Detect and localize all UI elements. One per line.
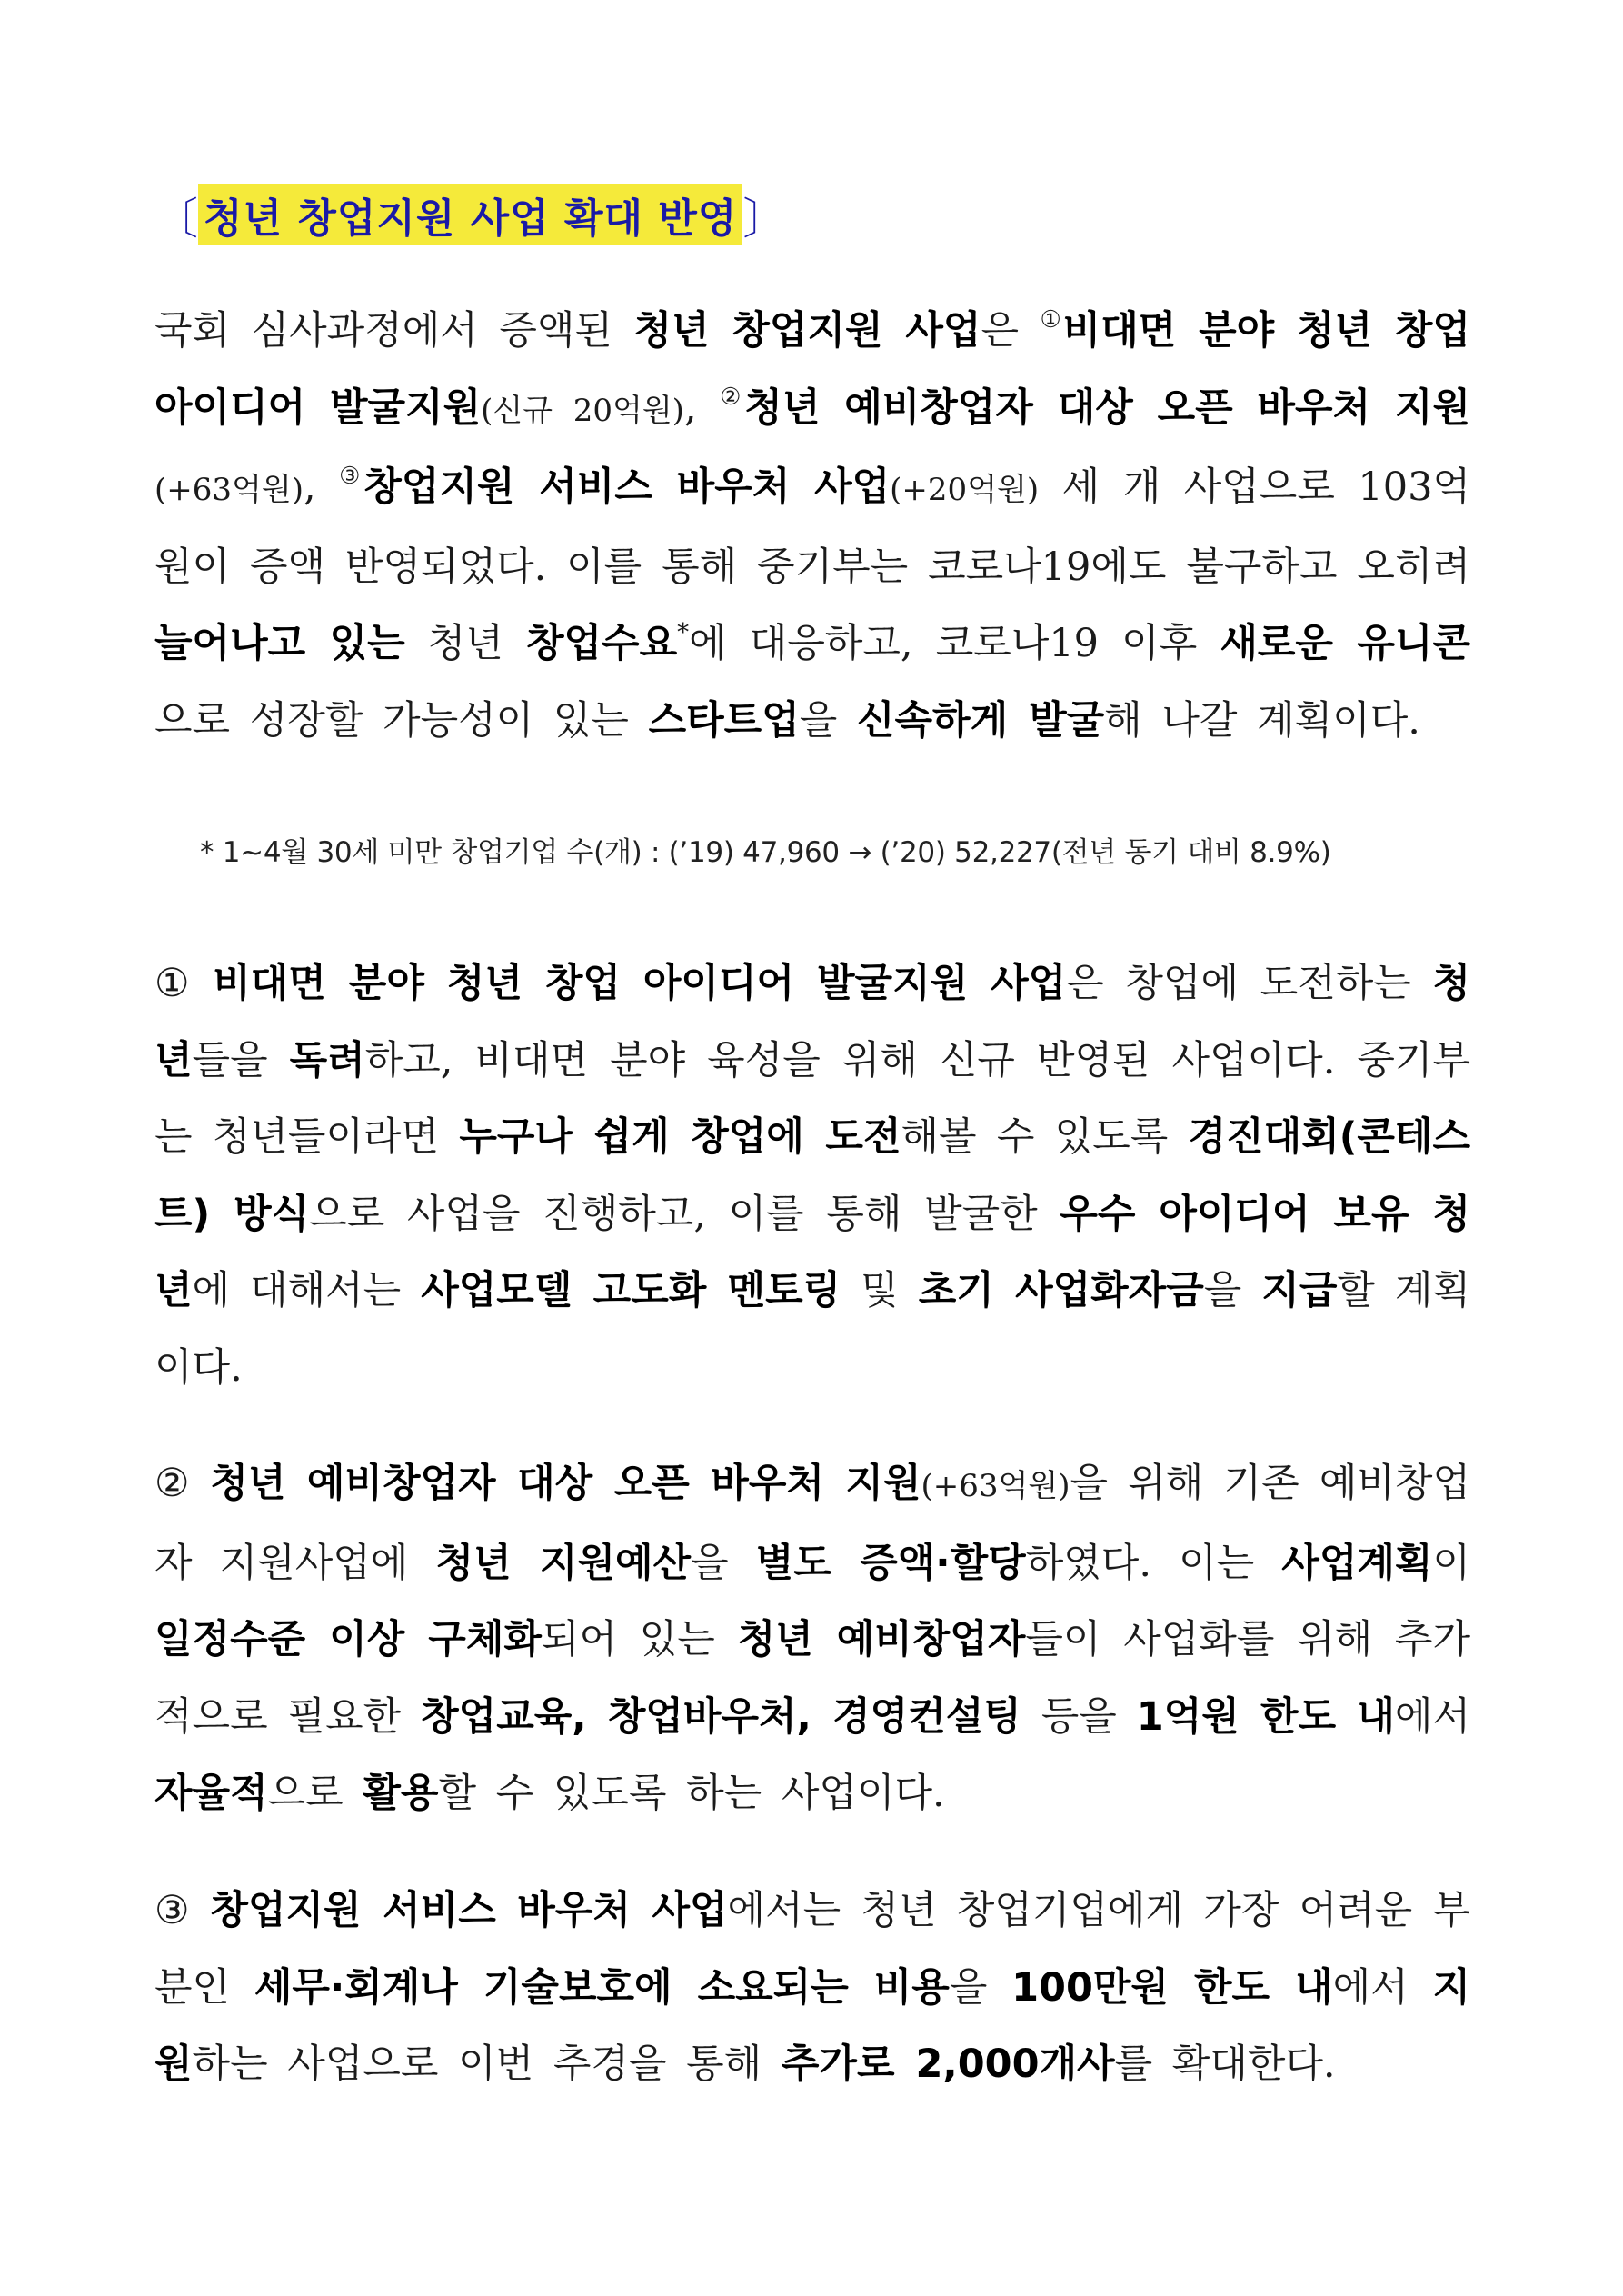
text: 하였다. 이는: [1025, 1540, 1282, 1586]
text: 에서: [1394, 1693, 1470, 1740]
text: 에 대응하고, 코로나19 이후: [689, 621, 1220, 666]
text: 들이 사업화를 위해 추가적으로 필요한: [154, 1617, 1470, 1740]
bold-text: 추가로 2,000개사: [781, 2041, 1115, 2087]
text: 를 확대한다.: [1114, 2041, 1336, 2087]
bold-text: 독려: [289, 1037, 365, 1083]
heading-open-bracket: 〔: [154, 193, 199, 245]
footnote-marker: *: [677, 619, 690, 646]
budget-note: (+20억원): [890, 472, 1040, 508]
bold-text: 사업계획: [1281, 1540, 1433, 1586]
bold-text: 자율적: [154, 1771, 268, 1816]
text: 등을: [1021, 1693, 1137, 1740]
item-1-paragraph: [154, 945, 1470, 1406]
bold-text: 지원: [154, 1964, 1471, 2087]
bold-text: 우수 아이디어 보유 청년: [154, 1191, 1470, 1313]
bold-text: 청년: [154, 961, 1471, 1083]
bold-text: 100만원 한도 내: [1011, 1964, 1333, 2011]
intro-paragraph: [154, 293, 1470, 759]
budget-note: (+63억원): [154, 472, 304, 508]
section-heading: [154, 186, 786, 243]
bold-text: 청년 창업지원 사업: [633, 308, 981, 354]
bold-text: 창업지원 서비스 바우처 사업: [210, 1888, 728, 1933]
text: 하고, 비대면 분야 육성을 위해 신규 반영된 사업이다. 중기부는 청년들이라면: [154, 1037, 1470, 1160]
bold-text: 일정수준 이상 구체화: [154, 1617, 542, 1662]
text: 및: [841, 1268, 919, 1313]
text: 에 대해서는: [192, 1268, 422, 1313]
bold-text: 경진대회(콘테스트) 방식: [154, 1114, 1471, 1237]
circled-number: ①: [154, 961, 214, 1006]
bold-text: 청년 예비창업자 대상 오픈 바우처 지원: [210, 1461, 921, 1506]
text: ,: [683, 384, 721, 431]
bold-text: 창업지원 서비스 바우처 사업: [363, 464, 891, 510]
text: 은 창업에 도전하는: [1066, 961, 1433, 1006]
text: 되어 있는: [541, 1617, 738, 1662]
bold-text: 늘어나고 있는: [154, 621, 405, 666]
circled-number: ②: [154, 1461, 211, 1506]
circled-marker: ②: [720, 383, 745, 411]
budget-note: (+63억원): [921, 1468, 1070, 1504]
text: 국회 심사과정에서 증액된: [154, 308, 634, 354]
bold-text: 사업모델 고도화 멘토링: [421, 1268, 841, 1313]
text: 해볼 수 있도록: [901, 1114, 1189, 1160]
text: 들을: [192, 1037, 290, 1083]
circled-marker: ③: [339, 463, 364, 490]
bold-text: 비대면 분야 청년 창업 아이디어 발굴지원 사업: [213, 961, 1067, 1006]
bold-text: 활용: [363, 1771, 439, 1816]
text: ,: [303, 464, 340, 510]
text: 으로: [267, 1771, 363, 1816]
heading-close-bracket: 〕: [742, 193, 787, 245]
footnote: * 1~4월 30세 미만 창업기업 수(개) : (’19) 47,960 → (’20) 52,227(전년 동기 대비 8.9%): [200, 836, 1331, 869]
text: 을 위해 기존 예비창업자 지원사업에: [154, 1461, 1470, 1586]
bold-text: 1억원 한도 내: [1136, 1693, 1395, 1740]
bold-text: 새로운 유니콘: [1220, 621, 1471, 666]
text: 이: [1432, 1540, 1470, 1586]
text: 해 나갈 계획이다.: [1104, 697, 1420, 744]
item-2-paragraph: [154, 1445, 1470, 1832]
bold-text: 신속하게 발굴: [856, 697, 1105, 744]
bold-text: 창업수요: [525, 621, 678, 666]
bold-text: 청년 예비창업자: [737, 1617, 1026, 1662]
bold-text: 창업교육, 창업바우처, 경영컨설팅: [421, 1693, 1021, 1740]
text: 은: [981, 308, 1041, 354]
text: 세 개 사업으로 103억원이 증액 반영되었다. 이를 통해 중기부는 코로나19에도 불구하고 오히려: [154, 464, 1470, 590]
bold-text: 지급: [1261, 1268, 1338, 1313]
text: 을: [799, 697, 857, 744]
text: 청년: [404, 621, 526, 666]
bold-text: 청년 예비창업자 대상 오픈 바우처 지원: [744, 384, 1470, 431]
text: 할 계획이다.: [154, 1268, 1470, 1391]
bold-text: 누구나 쉽게 창업에 도전: [459, 1114, 901, 1160]
text: 을: [949, 1964, 1012, 2011]
text: 을: [691, 1540, 756, 1586]
text: 으로 성장할 가능성이 있는: [154, 697, 649, 744]
bold-text: 초기 사업화자금: [918, 1268, 1204, 1313]
heading-title: 청년 창업지원 사업 확대 반영: [198, 184, 742, 245]
circled-number: ③: [154, 1888, 211, 1933]
bold-text: 비대면 분야 청년 창업 아이디어 발굴지원: [154, 308, 1470, 431]
text: 으로 사업을 진행하고, 이를 통해 발굴한: [309, 1191, 1060, 1237]
bold-text: 세무·회계나 기술보호에 소요되는 비용: [254, 1964, 950, 2011]
bold-text: 별도 증액·할당: [755, 1540, 1026, 1586]
text: 을: [1203, 1268, 1262, 1313]
bold-text: 청년 지원예산: [435, 1540, 692, 1586]
circled-marker: ①: [1040, 306, 1063, 334]
text: 할 수 있도록 하는 사업이다.: [438, 1771, 945, 1816]
text: 하는 사업으로 이번 추경을 통해: [192, 2041, 782, 2087]
budget-note: (신규 20억원): [481, 392, 684, 429]
item-3-paragraph: [154, 1872, 1470, 2103]
text: 에서: [1332, 1964, 1433, 2011]
bold-text: 스타트업: [648, 697, 800, 744]
text: 에서는 청년 창업기업에게 가장 어려운 부분인: [154, 1888, 1470, 2011]
